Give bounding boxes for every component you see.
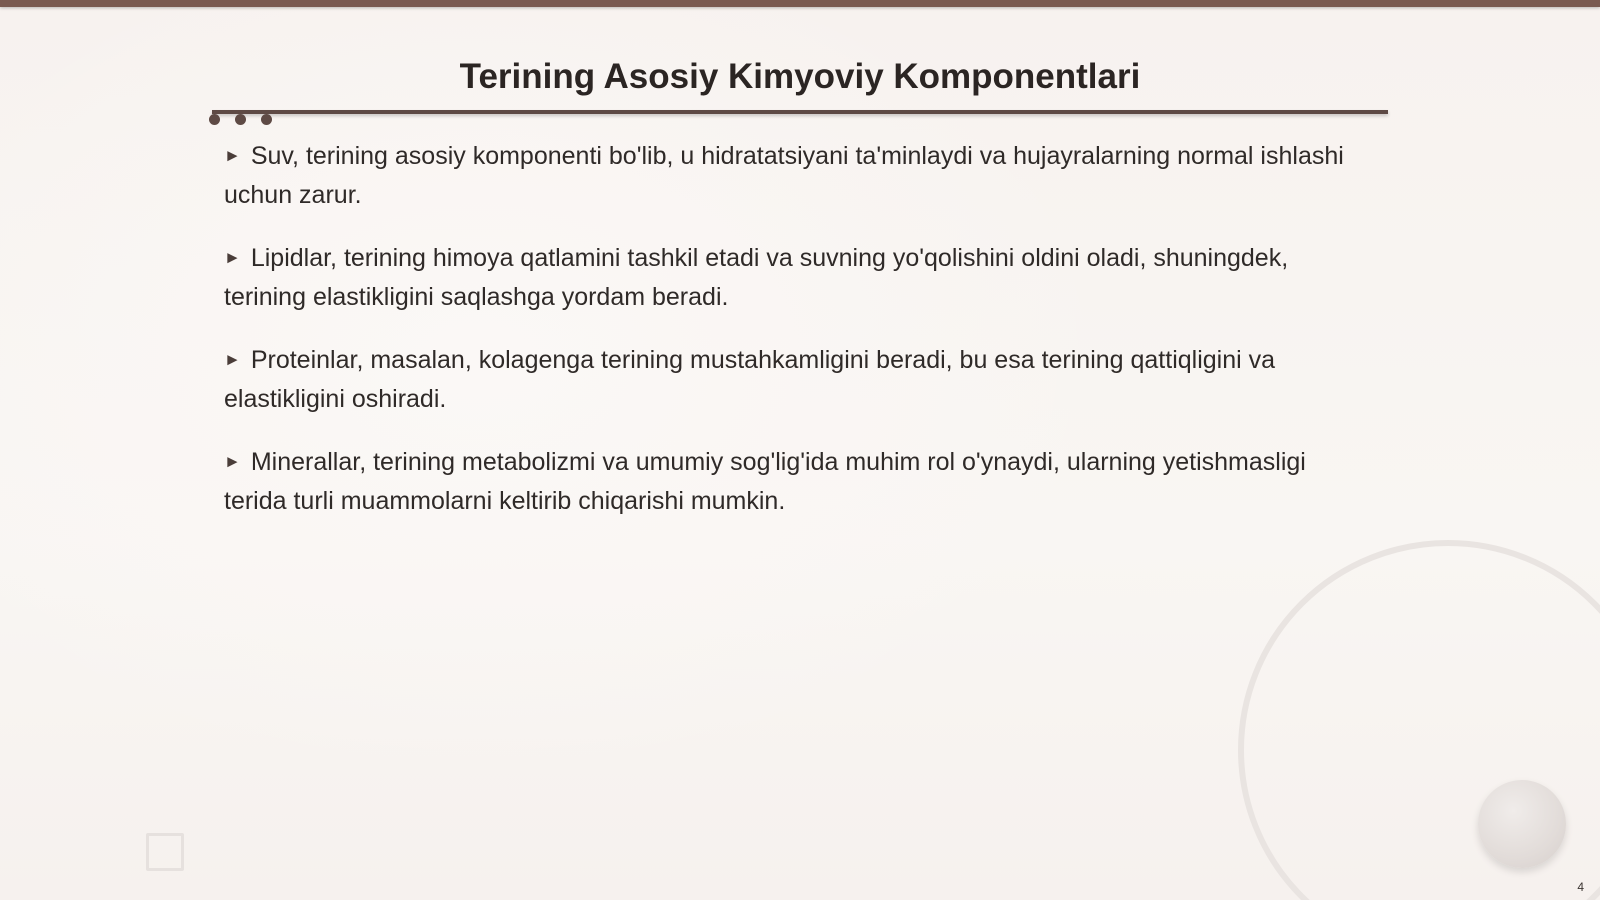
bullet-item [224,342,1374,418]
triangle-right-icon: ► [224,146,241,165]
triangle-right-icon: ► [224,248,241,267]
decorative-dot [261,114,272,125]
slide-title: Terining Asosiy Kimyoviy Komponentlari [459,57,1141,96]
bullet-item [224,240,1374,316]
bullet-list [224,138,1374,546]
bullet-text: Lipidlar, terining himoya qatlamini tashkil etadi va suvning yo'qolishini oldini oladi, shuningdek, terining elastikligini saqlashga yordam beradi. [224,244,1289,311]
bullet-text: Proteinlar, masalan, kolagenga terining mustahkamligini beradi, bu esa terining qattiqligini va elastikligini oshiradi. [224,346,1276,413]
title-underline [212,110,1388,114]
triangle-right-icon: ► [224,452,241,471]
decorative-dot [235,114,246,125]
bullet-item [224,138,1374,214]
page-number: 4 [1577,880,1584,894]
top-accent-bar [0,0,1600,7]
decorative-square [146,833,184,871]
bullet-text: Suv, terining asosiy komponenti bo'lib, u hidratatsiyani ta'minlaydi va hujayralarning normal ishlashi uchun zarur. [224,142,1344,209]
bullet-text: Minerallar, terining metabolizmi va umumiy sog'lig'ida muhim rol o'ynaydi, ularning yetishmasligi terida turli muammolarni keltirib chiqarishi mumkin. [224,448,1306,515]
triangle-right-icon: ► [224,350,241,369]
bullet-item [224,444,1374,520]
decorative-knob [1478,780,1566,868]
decorative-dot [209,114,220,125]
